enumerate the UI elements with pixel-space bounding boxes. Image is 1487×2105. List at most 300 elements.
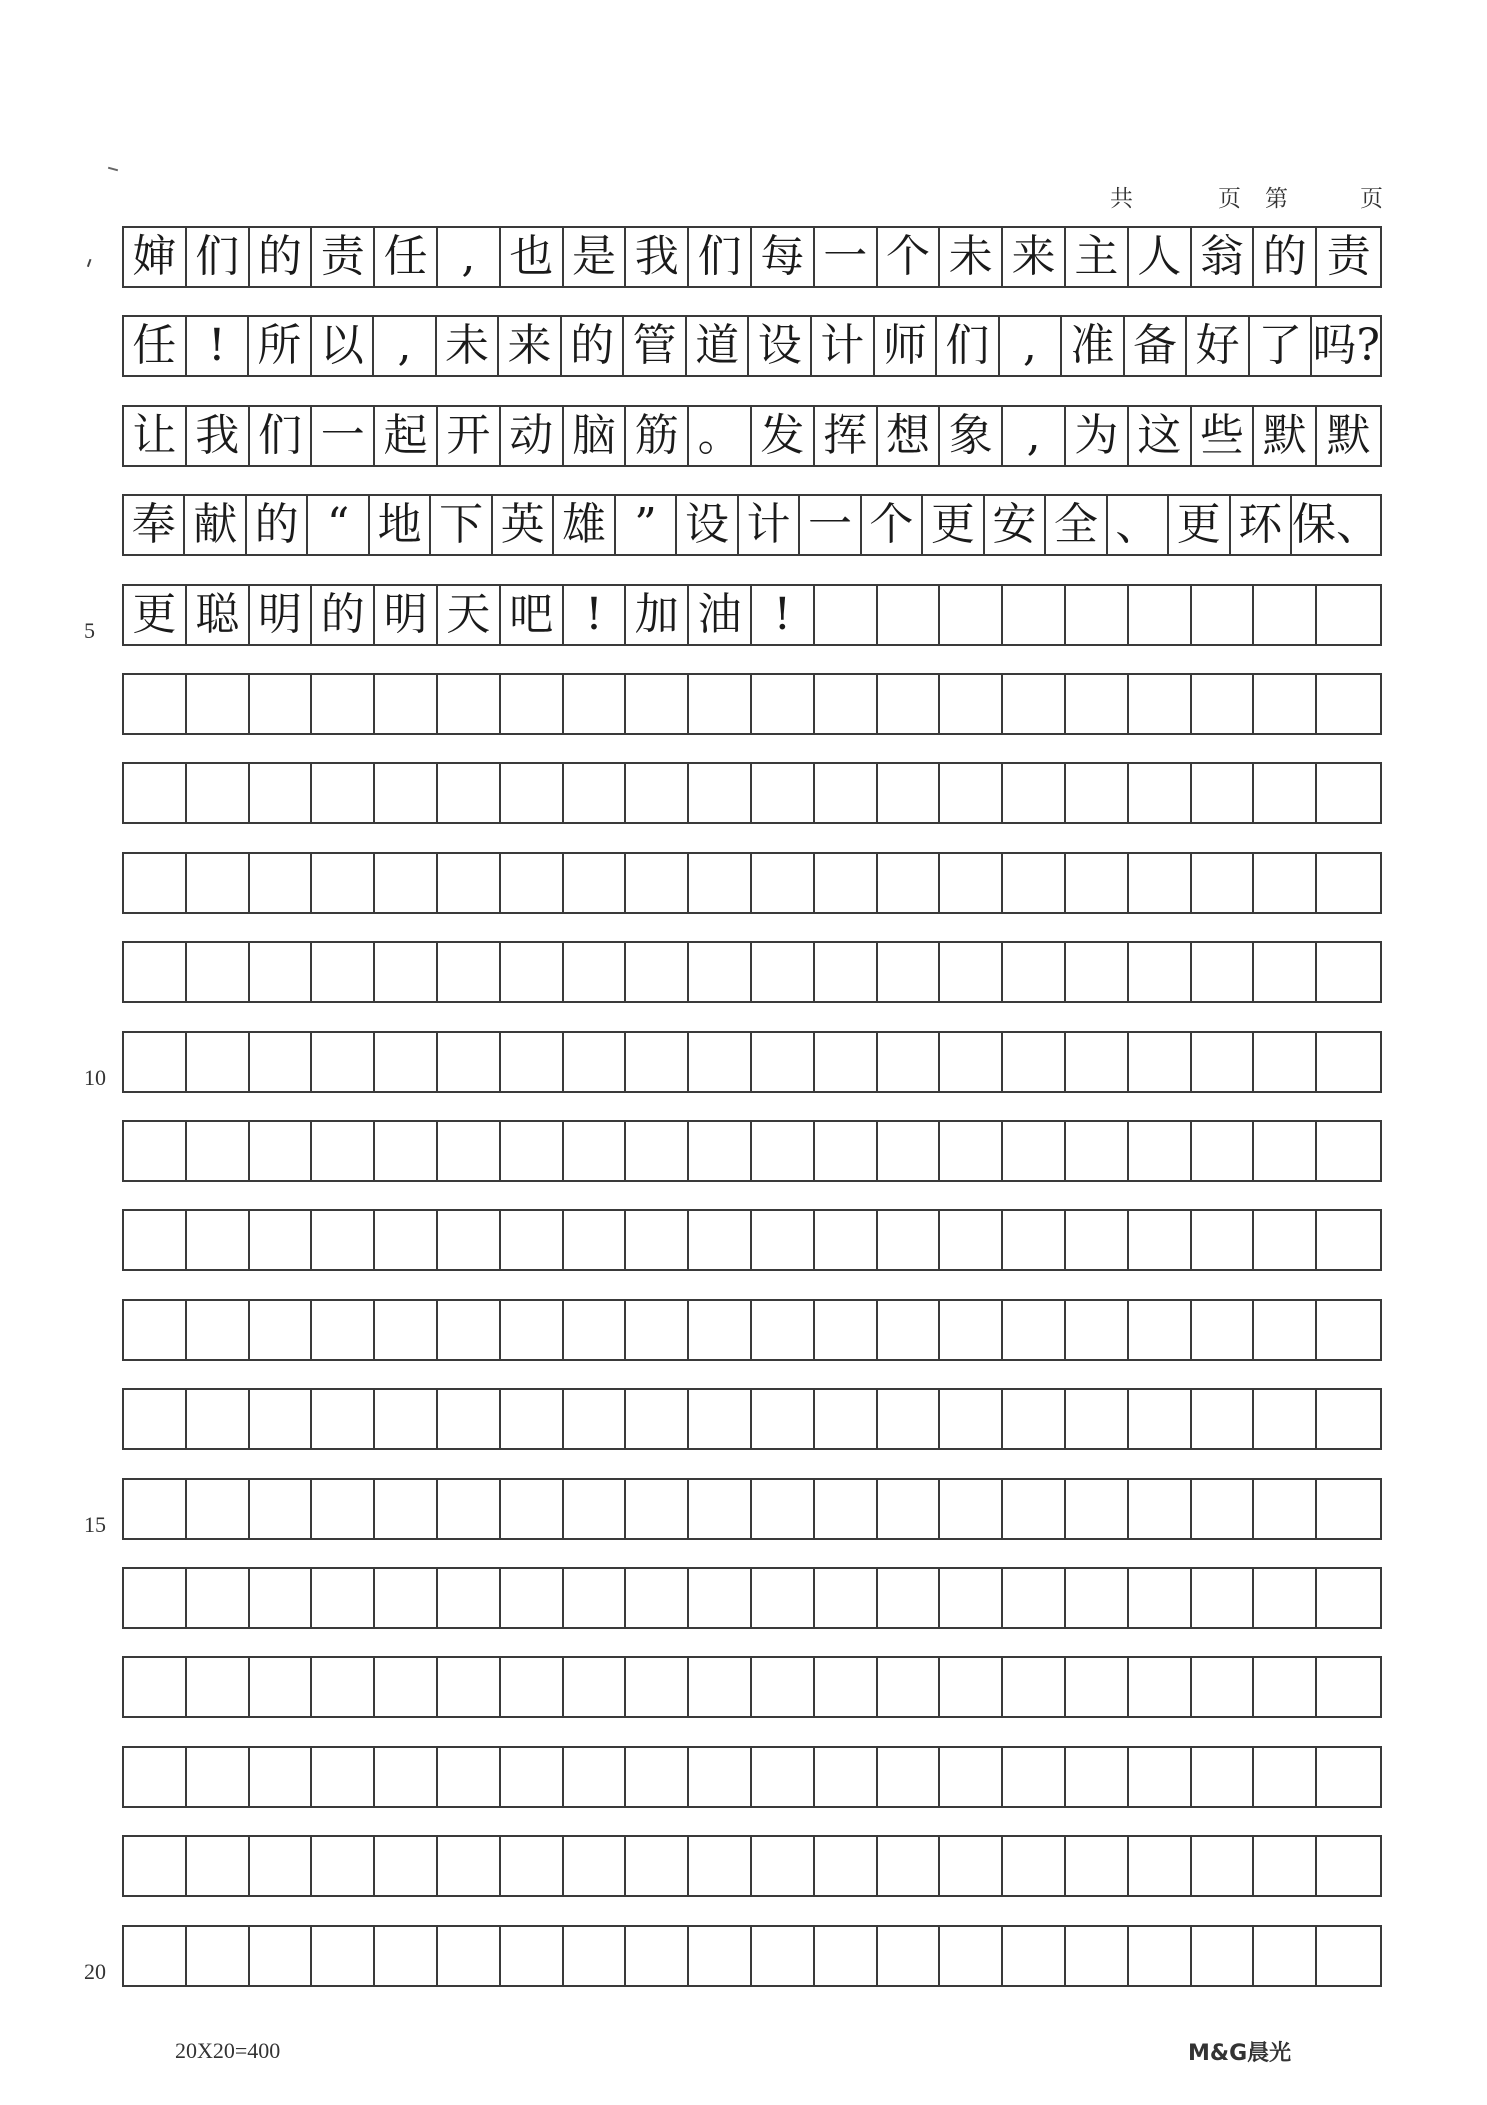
grid-cell xyxy=(1192,943,1255,1001)
grid-cell xyxy=(1192,1122,1255,1180)
grid-cell: , xyxy=(1000,317,1063,375)
grid-cell: , xyxy=(1003,407,1066,465)
grid-cell xyxy=(689,1569,752,1627)
grid-cell xyxy=(501,1927,564,1985)
grid-cell xyxy=(940,1748,1003,1806)
grid-cell xyxy=(564,1211,627,1269)
grid-cell xyxy=(1129,675,1192,733)
grid-cell xyxy=(250,1569,313,1627)
grid-cell xyxy=(124,1211,187,1269)
grid-cell xyxy=(1317,1390,1380,1448)
grid-cell xyxy=(1003,1837,1066,1895)
grid-cell xyxy=(1317,1211,1380,1269)
grid-cell: 个 xyxy=(878,228,941,286)
grid-cell: 吗? xyxy=(1312,320,1380,371)
nth-label: 第 xyxy=(1265,186,1288,212)
grid-cell xyxy=(564,1748,627,1806)
grid-cell xyxy=(501,1569,564,1627)
grid-row xyxy=(122,1835,1382,1897)
grid-cell xyxy=(312,1301,375,1359)
grid-cell xyxy=(1317,854,1380,912)
grid-cell xyxy=(564,1837,627,1895)
grid-cell xyxy=(1003,1033,1066,1091)
grid-cell: 们 xyxy=(250,407,313,465)
grid-cell xyxy=(187,1480,250,1538)
grid-cell xyxy=(689,1748,752,1806)
grid-cell: 挥 xyxy=(815,407,878,465)
grid-row xyxy=(122,494,1382,556)
grid-cell xyxy=(187,1122,250,1180)
grid-cell xyxy=(689,1211,752,1269)
grid-cell xyxy=(438,1569,501,1627)
grid-cell: 责 xyxy=(312,228,375,286)
grid-cell xyxy=(124,1122,187,1180)
grid-cell xyxy=(375,1301,438,1359)
grid-cell xyxy=(375,943,438,1001)
grid-cell xyxy=(312,854,375,912)
grid-cell xyxy=(940,764,1003,822)
grid-row xyxy=(122,1656,1382,1718)
grid-cell xyxy=(1003,1301,1066,1359)
grid-cell xyxy=(501,1211,564,1269)
grid-cell xyxy=(312,1927,375,1985)
grid-cell xyxy=(187,764,250,822)
grid-cell xyxy=(626,1927,689,1985)
grid-cell xyxy=(689,1390,752,1448)
grid-cell xyxy=(689,1301,752,1359)
grid-cell xyxy=(626,675,689,733)
grid-cell xyxy=(1192,764,1255,822)
grid-cell: 这 xyxy=(1129,407,1192,465)
grid-cell: 油 xyxy=(689,586,752,644)
grid-row xyxy=(122,1299,1382,1361)
grid-cell xyxy=(501,1122,564,1180)
grid-cell xyxy=(1066,1927,1129,1985)
grid-cell: 以 xyxy=(312,317,375,375)
grid-cell xyxy=(752,854,815,912)
grid-row xyxy=(122,226,1382,288)
grid-cell xyxy=(250,675,313,733)
grid-cell xyxy=(1129,1569,1192,1627)
grid-cell xyxy=(501,675,564,733)
grid-cell xyxy=(187,854,250,912)
grid-cell xyxy=(689,1837,752,1895)
grid-cell: “ xyxy=(308,496,369,554)
grid-cell xyxy=(250,764,313,822)
grid-cell xyxy=(1129,1033,1192,1091)
grid-cell xyxy=(438,1301,501,1359)
grid-cell xyxy=(1003,854,1066,912)
grid-cell xyxy=(689,1122,752,1180)
grid-cell xyxy=(1317,1569,1380,1627)
grid-cell xyxy=(1317,675,1380,733)
grid-cell xyxy=(1317,1927,1380,1985)
grid-cell xyxy=(375,1658,438,1716)
grid-row xyxy=(122,584,1382,646)
grid-cell xyxy=(1066,1569,1129,1627)
grid-cell xyxy=(626,1837,689,1895)
grid-cell xyxy=(815,1301,878,1359)
grid-cell: 吧 xyxy=(501,586,564,644)
grid-cell: 计 xyxy=(812,317,875,375)
grid-cell xyxy=(312,1033,375,1091)
row-number: 10 xyxy=(84,1065,106,1090)
grid-cell: 师 xyxy=(875,317,938,375)
grid-cell xyxy=(752,675,815,733)
grid-cell xyxy=(1129,943,1192,1001)
grid-cell xyxy=(815,1748,878,1806)
grid-cell: 为 xyxy=(1066,407,1129,465)
grid-cell xyxy=(878,1033,941,1091)
grid-cell xyxy=(564,1569,627,1627)
grid-cell xyxy=(124,1390,187,1448)
grid-cell xyxy=(375,675,438,733)
grid-cell xyxy=(1129,586,1192,644)
grid-cell xyxy=(1254,1480,1317,1538)
grid-cell xyxy=(1192,586,1255,644)
grid-cell: 筋 xyxy=(626,407,689,465)
grid-cell xyxy=(815,854,878,912)
grid-cell: 们 xyxy=(937,317,1000,375)
grid-cell: 道 xyxy=(687,317,750,375)
grid-cell xyxy=(250,1837,313,1895)
grid-cell xyxy=(626,1122,689,1180)
grid-cell xyxy=(1003,943,1066,1001)
grid-cell: 奉 xyxy=(124,496,185,554)
grid-cell xyxy=(626,1211,689,1269)
grid-cell xyxy=(940,1569,1003,1627)
grid-cell: ! xyxy=(187,317,250,375)
grid-cell xyxy=(940,1480,1003,1538)
grid-cell xyxy=(815,1927,878,1985)
grid-cell: 雄 xyxy=(554,496,615,554)
grid-cell: ” xyxy=(616,496,677,554)
grid-cell: 一 xyxy=(800,496,861,554)
grid-cell xyxy=(438,1748,501,1806)
grid-cell xyxy=(564,1927,627,1985)
grid-cell xyxy=(501,764,564,822)
grid-cell xyxy=(878,1569,941,1627)
grid-cell xyxy=(375,1748,438,1806)
grid-cell xyxy=(1254,1658,1317,1716)
grid-cell xyxy=(124,1748,187,1806)
grid-cell: 脑 xyxy=(564,407,627,465)
grid-cell xyxy=(878,1748,941,1806)
grid-cell xyxy=(752,764,815,822)
grid-cell xyxy=(1254,1122,1317,1180)
grid-cell: 天 xyxy=(438,586,501,644)
grid-cell xyxy=(312,1390,375,1448)
grid-cell xyxy=(1254,1748,1317,1806)
grid-cell xyxy=(878,1927,941,1985)
grid-cell xyxy=(1192,1569,1255,1627)
grid-cell xyxy=(438,1211,501,1269)
grid-cell xyxy=(1066,943,1129,1001)
grid-cell: 一 xyxy=(312,407,375,465)
grid-cell xyxy=(312,1748,375,1806)
grid-cell: 象 xyxy=(940,407,1003,465)
grid-cell xyxy=(752,1211,815,1269)
grid-cell xyxy=(438,764,501,822)
grid-cell xyxy=(1254,854,1317,912)
grid-cell xyxy=(1129,1748,1192,1806)
grid-cell: 任 xyxy=(124,317,187,375)
grid-cell xyxy=(1066,1837,1129,1895)
grid-cell xyxy=(626,1390,689,1448)
grid-cell xyxy=(1066,1480,1129,1538)
grid-cell xyxy=(752,1748,815,1806)
grid-cell xyxy=(1192,1390,1255,1448)
grid-cell xyxy=(124,943,187,1001)
grid-cell: ! xyxy=(564,586,627,644)
grid-cell: 所 xyxy=(249,317,312,375)
grid-cell: 的 xyxy=(1254,228,1317,286)
grid-cell xyxy=(1129,854,1192,912)
grid-cell xyxy=(940,943,1003,1001)
grid-cell xyxy=(250,1480,313,1538)
grid-cell: 准 xyxy=(1062,317,1125,375)
grid-cell xyxy=(689,1480,752,1538)
grid-cell xyxy=(1066,1033,1129,1091)
grid-cell xyxy=(438,1033,501,1091)
grid-row xyxy=(122,762,1382,824)
grid-capacity: 20X20=400 xyxy=(175,2038,281,2063)
grid-cell xyxy=(1129,1658,1192,1716)
grid-row xyxy=(122,1031,1382,1093)
grid-cell: 献 xyxy=(185,496,246,554)
grid-cell xyxy=(752,1033,815,1091)
grid-cell: 设 xyxy=(677,496,738,554)
grid-cell xyxy=(1066,675,1129,733)
grid-cell xyxy=(878,1390,941,1448)
grid-cell xyxy=(689,764,752,822)
grid-cell xyxy=(815,586,878,644)
grid-cell xyxy=(312,1837,375,1895)
grid-cell xyxy=(1003,1211,1066,1269)
grid-cell xyxy=(1129,1390,1192,1448)
grid-row xyxy=(122,1478,1382,1540)
grid-cell xyxy=(1129,1301,1192,1359)
grid-cell xyxy=(752,1837,815,1895)
grid-cell: 更 xyxy=(923,496,984,554)
grid-cell xyxy=(187,1569,250,1627)
grid-cell: 任 xyxy=(375,228,438,286)
grid-cell xyxy=(312,1569,375,1627)
grid-cell: ! xyxy=(752,586,815,644)
grid-cell xyxy=(940,1122,1003,1180)
grid-cell xyxy=(250,854,313,912)
grid-cell xyxy=(940,1033,1003,1091)
grid-cell xyxy=(1317,1301,1380,1359)
grid-cell xyxy=(1129,1122,1192,1180)
grid-cell xyxy=(1129,1927,1192,1985)
grid-cell: 动 xyxy=(501,407,564,465)
grid-cell: 每 xyxy=(752,228,815,286)
grid-cell xyxy=(1003,1748,1066,1806)
brand-logo: M&G晨光 xyxy=(1188,2041,1292,2066)
grid-cell xyxy=(564,675,627,733)
grid-cell: 想 xyxy=(878,407,941,465)
grid-cell: 责 xyxy=(1326,231,1371,282)
grid-cell: 也 xyxy=(501,228,564,286)
margin-tick xyxy=(87,259,97,269)
grid-cell: 的 xyxy=(250,228,313,286)
grid-cell: 聪 xyxy=(187,586,250,644)
grid-cell xyxy=(940,1211,1003,1269)
grid-cell xyxy=(626,943,689,1001)
grid-cell xyxy=(124,764,187,822)
grid-cell: 备 xyxy=(1125,317,1188,375)
grid-cell: 地 xyxy=(370,496,431,554)
grid-cell xyxy=(501,1301,564,1359)
grid-cell xyxy=(626,1658,689,1716)
grid-cell xyxy=(878,675,941,733)
grid-cell xyxy=(250,1301,313,1359)
grid-cell xyxy=(1254,1927,1317,1985)
grid-cell xyxy=(375,1390,438,1448)
page-label: 页 xyxy=(1218,186,1241,212)
grid-row xyxy=(122,1925,1382,1987)
grid-cell xyxy=(626,1301,689,1359)
grid-cell xyxy=(1192,1033,1255,1091)
grid-cell xyxy=(689,1033,752,1091)
grid-cell xyxy=(940,854,1003,912)
grid-cell xyxy=(752,1480,815,1538)
grid-cell xyxy=(1317,1837,1380,1895)
grid-cell xyxy=(124,1927,187,1985)
grid-cell xyxy=(1003,1122,1066,1180)
grid-cell xyxy=(187,1658,250,1716)
grid-cell xyxy=(878,586,941,644)
grid-cell xyxy=(187,1390,250,1448)
grid-cell xyxy=(1066,1658,1129,1716)
grid-cell xyxy=(375,1927,438,1985)
grid-cell xyxy=(312,1480,375,1538)
grid-cell xyxy=(1192,1658,1255,1716)
grid-cell: 设 xyxy=(749,317,812,375)
grid-cell xyxy=(626,764,689,822)
grid-cell xyxy=(878,1122,941,1180)
grid-cell: 些 xyxy=(1192,407,1255,465)
row-number: 20 xyxy=(84,1959,106,1984)
grid-cell: 一 xyxy=(815,228,878,286)
grid-cell xyxy=(1129,1837,1192,1895)
grid-cell xyxy=(438,675,501,733)
grid-cell xyxy=(1066,764,1129,822)
grid-cell xyxy=(564,1390,627,1448)
grid-cell xyxy=(752,1658,815,1716)
grid-cell xyxy=(1317,1480,1380,1538)
grid-cell xyxy=(1317,586,1380,644)
grid-cell xyxy=(250,1927,313,1985)
grid-cell xyxy=(940,1390,1003,1448)
grid-cell xyxy=(1066,1390,1129,1448)
grid-row xyxy=(122,673,1382,735)
grid-cell xyxy=(815,1122,878,1180)
grid-cell xyxy=(752,1122,815,1180)
grid-cell: 来 xyxy=(1003,228,1066,286)
grid-cell xyxy=(752,1390,815,1448)
grid-cell xyxy=(940,1301,1003,1359)
grid-cell xyxy=(564,1122,627,1180)
grid-cell xyxy=(1317,1748,1380,1806)
grid-cell xyxy=(815,1033,878,1091)
grid-cell: 未 xyxy=(940,228,1003,286)
grid-cell xyxy=(878,1837,941,1895)
grid-cell: 开 xyxy=(438,407,501,465)
grid-cell xyxy=(1254,764,1317,822)
grid-cell xyxy=(1129,764,1192,822)
grid-cell xyxy=(312,1122,375,1180)
page-label-2: 页 xyxy=(1360,186,1383,212)
grid-cell xyxy=(940,1837,1003,1895)
grid-cell xyxy=(438,854,501,912)
grid-cell: 明 xyxy=(375,586,438,644)
grid-cell xyxy=(1129,1480,1192,1538)
grid-cell xyxy=(187,675,250,733)
grid-cell: 们 xyxy=(187,228,250,286)
grid-cell xyxy=(878,1658,941,1716)
grid-cell xyxy=(1192,1748,1255,1806)
grid-cell: 。 xyxy=(689,407,752,465)
grid-cell xyxy=(689,675,752,733)
grid-cell: 加 xyxy=(626,586,689,644)
grid-cell: 未 xyxy=(437,317,500,375)
grid-cell xyxy=(1192,1211,1255,1269)
grid-row xyxy=(122,315,1382,377)
grid-cell: 英 xyxy=(493,496,554,554)
grid-cell xyxy=(375,1837,438,1895)
grid-cell xyxy=(940,586,1003,644)
grid-cell xyxy=(878,854,941,912)
grid-cell xyxy=(815,1211,878,1269)
grid-cell xyxy=(564,1658,627,1716)
grid-cell xyxy=(501,1658,564,1716)
grid-cell: 保、 xyxy=(1291,499,1380,550)
grid-cell xyxy=(375,1033,438,1091)
grid-cell xyxy=(501,943,564,1001)
grid-cell xyxy=(564,764,627,822)
grid-cell: 了 xyxy=(1250,317,1313,375)
grid-cell xyxy=(1254,1837,1317,1895)
grid-cell xyxy=(1317,764,1380,822)
grid-cell xyxy=(250,1122,313,1180)
grid-cell xyxy=(1066,854,1129,912)
grid-cell xyxy=(815,1480,878,1538)
grid-cell xyxy=(1317,1122,1380,1180)
grid-cell: 管 xyxy=(624,317,687,375)
stray-mark xyxy=(108,167,118,172)
grid-cell: 人 xyxy=(1129,228,1192,286)
grid-cell: 明 xyxy=(250,586,313,644)
grid-cell xyxy=(438,1122,501,1180)
grid-cell xyxy=(1254,943,1317,1001)
grid-cell xyxy=(626,1480,689,1538)
row-number: 15 xyxy=(84,1512,106,1537)
grid-cell xyxy=(564,1301,627,1359)
grid-cell xyxy=(564,1033,627,1091)
grid-cell: 环 xyxy=(1231,496,1292,554)
grid-cell xyxy=(501,1480,564,1538)
grid-cell: 下 xyxy=(431,496,492,554)
total-pages-label: 共 xyxy=(1110,186,1133,212)
grid-cell: , xyxy=(374,317,437,375)
grid-cell xyxy=(438,1390,501,1448)
grid-cell xyxy=(1192,675,1255,733)
grid-cell xyxy=(124,854,187,912)
grid-cell xyxy=(187,1033,250,1091)
grid-cell xyxy=(815,1390,878,1448)
